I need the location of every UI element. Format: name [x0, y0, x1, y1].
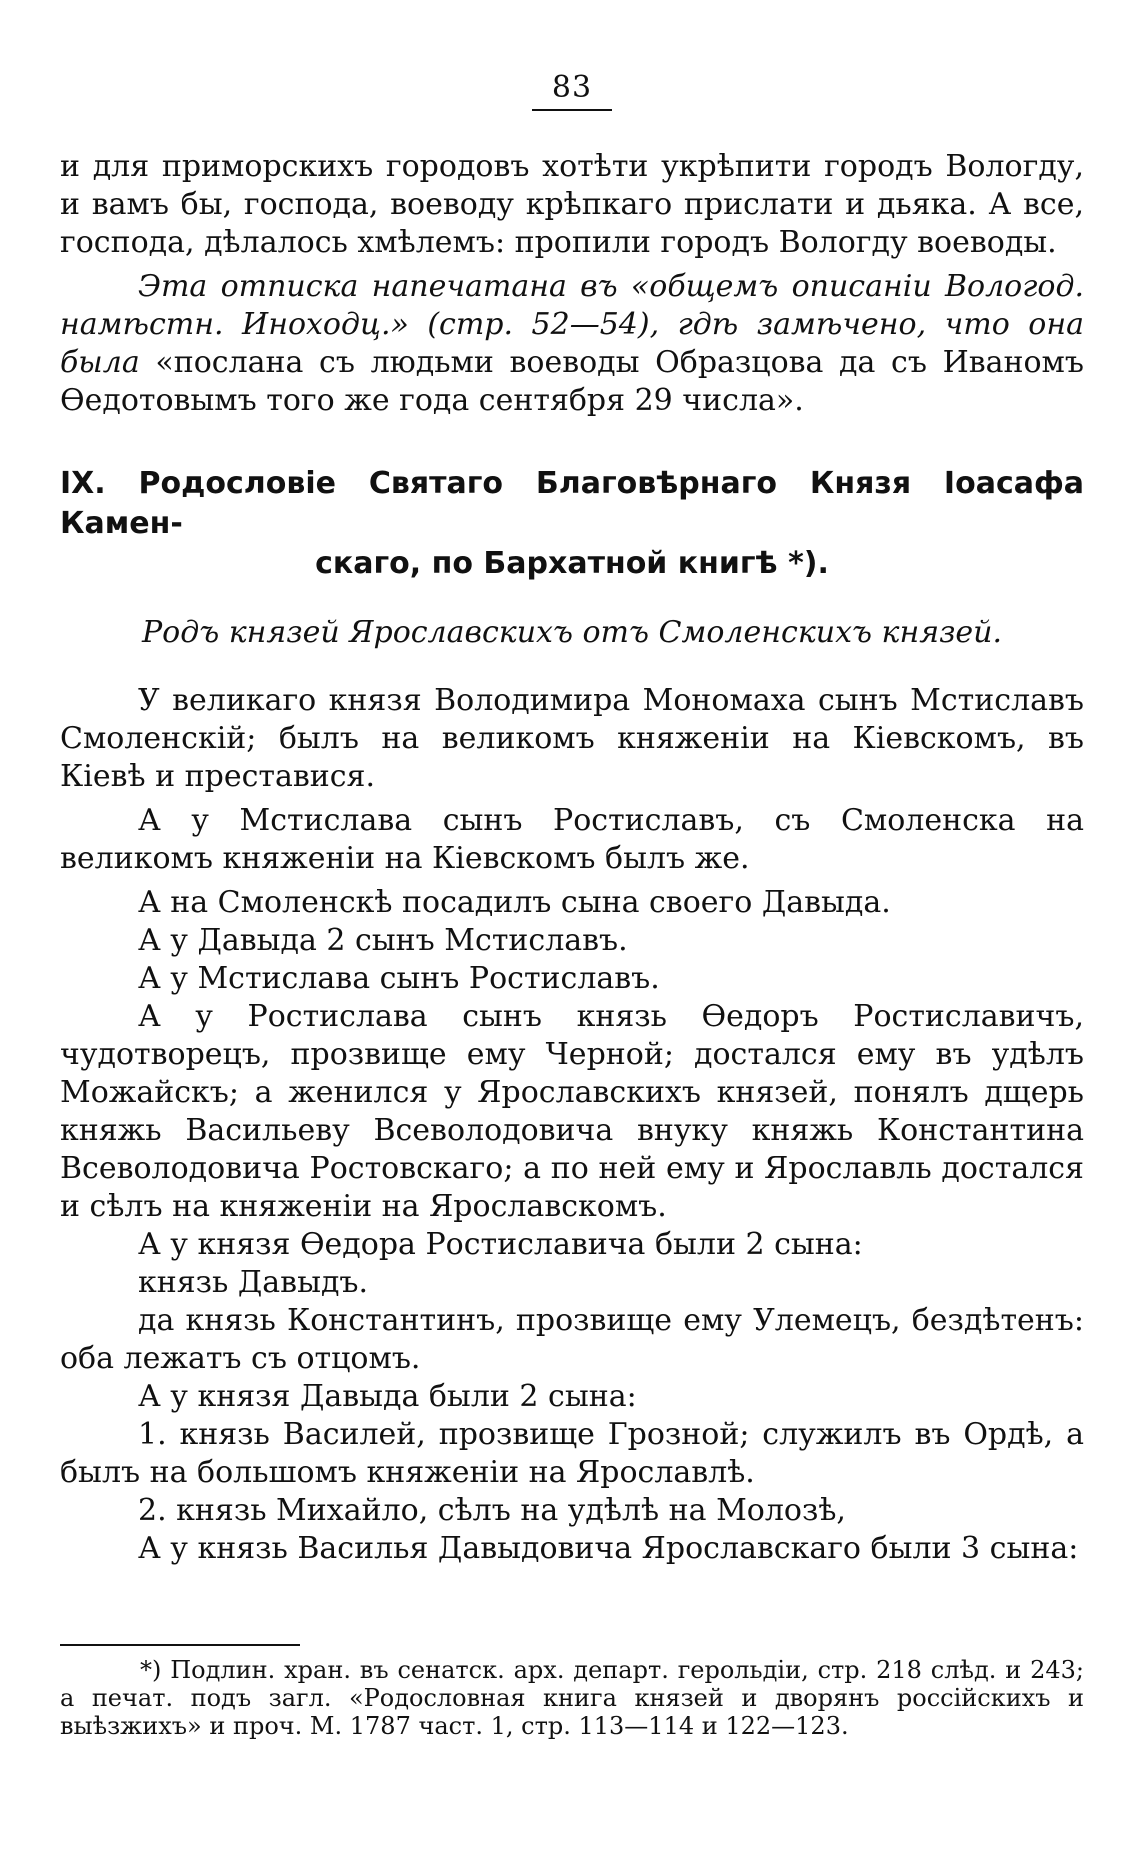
page-number: 83 — [60, 70, 1084, 111]
genealogy-paragraph: А у Мстислава сынъ Ростиславъ, съ Смоленска на великомъ княженіи на Кіевскомъ былъ же. — [60, 803, 1084, 876]
genealogy-paragraph: А на Смоленскѣ посадилъ сына своего Давыда. — [138, 885, 891, 920]
section-heading-line2: скаго, по Бархатной книгѣ *). — [315, 546, 829, 581]
genealogy-paragraph: У великаго князя Володимира Мономаха сынъ Мстиславъ Смоленскій; былъ на великомъ княженіи на Кіевскомъ, въ Кіевѣ и преставися. — [60, 683, 1084, 794]
genealogy-paragraph: А у Ростислава сынъ князь Ѳедоръ Ростиславичъ, чудотворецъ, прозвище ему Черной; достался ему въ удѣлъ Можайскъ; а женился у Ярославскихъ князей, понялъ дщерь княжь Васильеву Всеволодовича внуку княжь Константина Всеволодовича Ростовскаго; а по ней ему и Ярославль достался и сѣлъ на княженіи на Ярославскомъ. — [60, 999, 1084, 1224]
genealogy-paragraph: да князь Константинъ, прозвище ему Улемецъ, бездѣтенъ: оба лежатъ съ отцомъ. — [60, 1303, 1084, 1376]
genealogy-paragraph: 2. князь Михайло, сѣлъ на удѣлѣ на Молозѣ, — [138, 1493, 846, 1528]
genealogy-paragraph: А у князя Ѳедора Ростиславича были 2 сына: — [138, 1227, 863, 1262]
footnote-text: *) Подлин. хран. въ сенатск. арх. департ. герольдіи, стр. 218 слѣд. и 243; а печат. подъ загл. «Родословная книга князей и дворянъ россійскихъ и выѣзжихъ» и проч. М. 1787 част. 1, стр. 113—114 и 122—123. — [60, 1656, 1084, 1740]
genealogy-paragraph: 1. князь Василей, прозвище Грозной; служилъ въ Ордѣ, а былъ на большомъ княженіи на Ярославлѣ. — [60, 1417, 1084, 1490]
source-note — [60, 268, 1084, 420]
section-heading-line1: IX. Родословіе Святаго Благовѣрнаго Князя Іоасафа Камен- — [60, 466, 1084, 541]
document-page — [60, 0, 1084, 1850]
top-paragraph: и для приморскихъ городовъ хотѣти укрѣпити городъ Вологду, и вамъ бы, господа, воеводу крѣпкаго прислати и дьяка. А все, господа, дѣлалось хмѣлемъ: пропили городъ Вологду воеводы. — [60, 149, 1084, 260]
source-note-quote: «послана съ людьми воеводы Образцова да съ Иваномъ Ѳедотовымъ того же года сентября 29 числа». — [60, 345, 1084, 418]
source-note-italic: Эта отписка напечатана въ «общемъ описаніи Вологод. намѣстн. Иноходц.» (стр. 52—54), гдѣ замѣчено, что она была — [60, 269, 1084, 380]
genealogy-paragraph: А у князя Давыда были 2 сына: — [138, 1379, 637, 1414]
section-subheading: Родъ князей Ярославскихъ отъ Смоленскихъ князей. — [141, 615, 1003, 650]
genealogy-paragraph: князь Давыдъ. — [138, 1265, 369, 1300]
section-heading — [60, 464, 1084, 584]
genealogy-paragraph: А у Мстислава сынъ Ростиславъ. — [138, 961, 660, 996]
footnote — [60, 1656, 1084, 1740]
genealogy-paragraph: А у князь Василья Давыдовича Ярославскаго были 3 сына: — [138, 1531, 1079, 1566]
genealogy-paragraph: А у Давыда 2 сынъ Мстиславъ. — [138, 923, 628, 958]
page-body — [60, 148, 1084, 1568]
footnote-rule — [60, 1644, 300, 1646]
